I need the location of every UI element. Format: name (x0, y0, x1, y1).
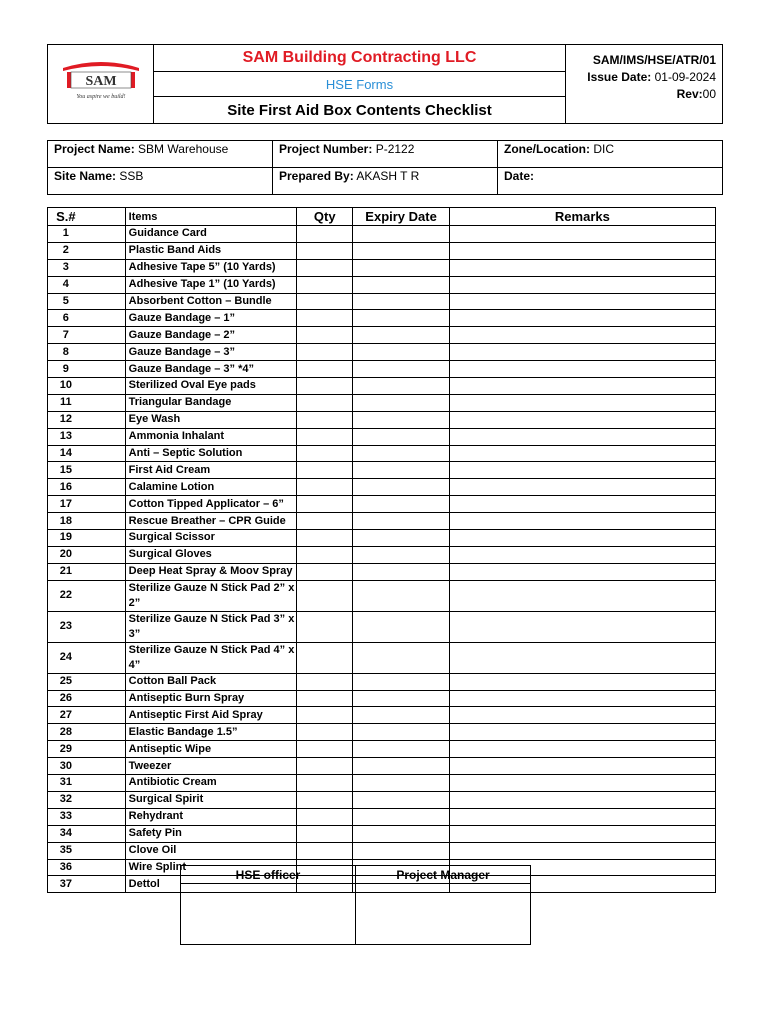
row-expiry-field[interactable] (353, 690, 449, 707)
project-name-label: Project Name: (54, 142, 135, 156)
prepared-by-value: AKASH T R (356, 169, 420, 183)
row-expiry-field[interactable] (353, 724, 449, 741)
row-item: Cotton Tipped Applicator – 6” (84, 496, 297, 513)
row-item: Wire Splint (84, 859, 297, 876)
row-qty-field[interactable] (297, 428, 353, 445)
table-row (48, 580, 716, 611)
row-item: Elastic Bandage 1.5” (84, 724, 297, 741)
table-row (48, 546, 716, 563)
table-row (48, 842, 716, 859)
row-remarks-field[interactable] (449, 344, 715, 361)
table-row (48, 361, 716, 378)
row-qty-field[interactable] (297, 394, 353, 411)
column-header-qty: Qty (297, 208, 353, 226)
row-qty-field[interactable] (297, 724, 353, 741)
table-row (48, 825, 716, 842)
site-name-label: Site Name: (54, 169, 117, 183)
site-name-cell[interactable] (48, 168, 273, 195)
table-row (48, 642, 716, 673)
row-expiry-field[interactable] (353, 462, 449, 479)
row-expiry-field[interactable] (353, 642, 449, 673)
row-item: Sterilize Gauze N Stick Pad 3” x 3” (84, 611, 297, 642)
form-title: Site First Aid Box Contents Checklist (154, 97, 566, 124)
row-expiry-field[interactable] (353, 310, 449, 327)
project-info-table (47, 140, 723, 195)
row-remarks-field[interactable] (449, 741, 715, 758)
row-remarks-field[interactable] (449, 758, 715, 775)
row-sn: 4 (48, 276, 84, 293)
row-sn: 6 (48, 310, 84, 327)
row-qty-field[interactable] (297, 378, 353, 395)
table-row (48, 462, 716, 479)
row-qty-field[interactable] (297, 642, 353, 673)
first-aid-checklist-table (47, 207, 716, 893)
row-remarks-field[interactable] (449, 791, 715, 808)
row-sn: 5 (48, 293, 84, 310)
zone-label: Zone/Location: (504, 142, 590, 156)
table-row (48, 310, 716, 327)
row-qty-field[interactable] (297, 445, 353, 462)
row-remarks-field[interactable] (449, 690, 715, 707)
row-sn: 1 (48, 226, 84, 243)
column-header-expiry: Expiry Date (353, 208, 449, 226)
row-qty-field[interactable] (297, 825, 353, 842)
row-item: Rehydrant (84, 808, 297, 825)
row-sn: 21 (48, 563, 84, 580)
row-remarks-field[interactable] (449, 428, 715, 445)
row-sn: 34 (48, 825, 84, 842)
hse-officer-signature-field[interactable] (181, 884, 356, 945)
table-row (48, 411, 716, 428)
row-qty-field[interactable] (297, 361, 353, 378)
hse-officer-header: HSE officer (181, 866, 356, 884)
row-item: Guidance Card (84, 226, 297, 243)
row-remarks-field[interactable] (449, 226, 715, 243)
table-row (48, 293, 716, 310)
column-header-sn: S.# (48, 208, 84, 226)
row-qty-field[interactable] (297, 741, 353, 758)
row-expiry-field[interactable] (353, 327, 449, 344)
row-expiry-field[interactable] (353, 378, 449, 395)
row-sn: 19 (48, 530, 84, 547)
table-row (48, 611, 716, 642)
row-remarks-field[interactable] (449, 724, 715, 741)
row-sn: 35 (48, 842, 84, 859)
row-qty-field[interactable] (297, 808, 353, 825)
row-sn: 31 (48, 775, 84, 792)
row-sn: 28 (48, 724, 84, 741)
row-sn: 14 (48, 445, 84, 462)
table-row (48, 563, 716, 580)
table-row (48, 276, 716, 293)
table-row (48, 741, 716, 758)
sam-logo-icon (55, 54, 147, 110)
row-item: Tweezer (84, 758, 297, 775)
row-expiry-field[interactable] (353, 611, 449, 642)
row-item: Anti – Septic Solution (84, 445, 297, 462)
table-row (48, 673, 716, 690)
doc-code: SAM/IMS/HSE/ATR/01 (592, 52, 716, 67)
row-expiry-field[interactable] (353, 758, 449, 775)
row-sn: 25 (48, 673, 84, 690)
project-name-value: SBM Warehouse (138, 142, 229, 156)
row-sn: 30 (48, 758, 84, 775)
row-item: Sterilize Gauze N Stick Pad 2” x 2” (84, 580, 297, 611)
table-row (48, 445, 716, 462)
row-item: Surgical Scissor (84, 530, 297, 547)
row-qty-field[interactable] (297, 226, 353, 243)
row-sn: 24 (48, 642, 84, 673)
row-remarks-field[interactable] (449, 842, 715, 859)
row-remarks-field[interactable] (449, 513, 715, 530)
column-header-items: Items (84, 208, 297, 226)
row-qty-field[interactable] (297, 327, 353, 344)
row-expiry-field[interactable] (353, 293, 449, 310)
rev-value: 00 (702, 86, 716, 101)
row-sn: 10 (48, 378, 84, 395)
row-remarks-field[interactable] (449, 242, 715, 259)
row-remarks-field[interactable] (449, 496, 715, 513)
row-expiry-field[interactable] (353, 428, 449, 445)
row-expiry-field[interactable] (353, 741, 449, 758)
row-remarks-field[interactable] (449, 445, 715, 462)
row-expiry-field[interactable] (353, 775, 449, 792)
row-expiry-field[interactable] (353, 361, 449, 378)
table-row (48, 690, 716, 707)
row-sn: 18 (48, 513, 84, 530)
row-expiry-field[interactable] (353, 791, 449, 808)
row-remarks-field[interactable] (449, 378, 715, 395)
row-remarks-field[interactable] (449, 361, 715, 378)
site-name-value: SSB (119, 169, 144, 183)
row-remarks-field[interactable] (449, 642, 715, 673)
table-header-row (48, 208, 716, 226)
row-sn: 11 (48, 394, 84, 411)
table-row (48, 378, 716, 395)
row-remarks-field[interactable] (449, 394, 715, 411)
row-qty-field[interactable] (297, 563, 353, 580)
table-row (48, 226, 716, 243)
row-qty-field[interactable] (297, 310, 353, 327)
row-qty-field[interactable] (297, 775, 353, 792)
row-qty-field[interactable] (297, 546, 353, 563)
table-row (48, 775, 716, 792)
row-sn: 27 (48, 707, 84, 724)
row-sn: 9 (48, 361, 84, 378)
row-qty-field[interactable] (297, 479, 353, 496)
table-row (48, 496, 716, 513)
checklist-body (48, 226, 716, 893)
row-expiry-field[interactable] (353, 242, 449, 259)
row-qty-field[interactable] (297, 513, 353, 530)
row-item: Adhesive Tape 5” (10 Yards) (84, 259, 297, 276)
row-item: Gauze Bandage – 3” *4” (84, 361, 297, 378)
table-row (48, 242, 716, 259)
row-remarks-field[interactable] (449, 310, 715, 327)
row-remarks-field[interactable] (449, 775, 715, 792)
row-item: Surgical Gloves (84, 546, 297, 563)
table-row (48, 808, 716, 825)
row-sn: 12 (48, 411, 84, 428)
row-item: Deep Heat Spray & Moov Spray (84, 563, 297, 580)
project-number-cell[interactable] (273, 141, 498, 168)
row-expiry-field[interactable] (353, 259, 449, 276)
row-sn: 8 (48, 344, 84, 361)
project-manager-header: Project Manager (356, 866, 531, 884)
row-item: Cotton Ball Pack (84, 673, 297, 690)
table-row (48, 791, 716, 808)
row-qty-field[interactable] (297, 842, 353, 859)
row-item: Gauze Bandage – 3” (84, 344, 297, 361)
row-expiry-field[interactable] (353, 530, 449, 547)
row-qty-field[interactable] (297, 293, 353, 310)
row-expiry-field[interactable] (353, 344, 449, 361)
row-sn: 36 (48, 859, 84, 876)
row-sn: 3 (48, 259, 84, 276)
row-remarks-field[interactable] (449, 293, 715, 310)
row-item: Antiseptic Burn Spray (84, 690, 297, 707)
row-item: Antiseptic First Aid Spray (84, 707, 297, 724)
issue-date: 01-09-2024 (654, 69, 716, 84)
doc-meta (566, 45, 723, 124)
prepared-by-label: Prepared By: (279, 169, 354, 183)
row-expiry-field[interactable] (353, 563, 449, 580)
row-qty-field[interactable] (297, 673, 353, 690)
row-item: Rescue Breather – CPR Guide (84, 513, 297, 530)
row-item: Sterilized Oval Eye pads (84, 378, 297, 395)
row-qty-field[interactable] (297, 530, 353, 547)
row-sn: 33 (48, 808, 84, 825)
row-sn: 29 (48, 741, 84, 758)
date-cell[interactable] (498, 168, 723, 195)
row-sn: 15 (48, 462, 84, 479)
row-sn: 32 (48, 791, 84, 808)
table-row (48, 513, 716, 530)
project-number-value: P-2122 (375, 142, 415, 156)
row-expiry-field[interactable] (353, 825, 449, 842)
row-item: Eye Wash (84, 411, 297, 428)
row-item: Surgical Spirit (84, 791, 297, 808)
row-item: Gauze Bandage – 2” (84, 327, 297, 344)
row-remarks-field[interactable] (449, 276, 715, 293)
table-row (48, 344, 716, 361)
project-name-cell[interactable] (48, 141, 273, 168)
row-item: Dettol (84, 876, 297, 893)
row-item: Plastic Band Aids (84, 242, 297, 259)
row-expiry-field[interactable] (353, 411, 449, 428)
issue-date-label: Issue Date: (587, 69, 652, 84)
row-remarks-field[interactable] (449, 825, 715, 842)
row-qty-field[interactable] (297, 411, 353, 428)
rev-label: Rev: (676, 86, 703, 101)
row-qty-field[interactable] (297, 611, 353, 642)
row-remarks-field[interactable] (449, 259, 715, 276)
row-sn: 23 (48, 611, 84, 642)
row-expiry-field[interactable] (353, 479, 449, 496)
company-name: SAM Building Contracting LLC (154, 45, 566, 72)
row-expiry-field[interactable] (353, 394, 449, 411)
row-sn: 13 (48, 428, 84, 445)
row-qty-field[interactable] (297, 259, 353, 276)
logo-tagline: You aspire we build! (75, 93, 126, 100)
row-sn: 7 (48, 327, 84, 344)
row-qty-field[interactable] (297, 707, 353, 724)
row-remarks-field[interactable] (449, 327, 715, 344)
zone-cell[interactable] (498, 141, 723, 168)
row-expiry-field[interactable] (353, 496, 449, 513)
row-item: Ammonia Inhalant (84, 428, 297, 445)
date-label: Date: (504, 169, 535, 183)
project-manager-signature-field[interactable] (356, 884, 531, 945)
row-item: Safety Pin (84, 825, 297, 842)
row-item: Calamine Lotion (84, 479, 297, 496)
row-sn: 22 (48, 580, 84, 611)
table-row (48, 758, 716, 775)
row-remarks-field[interactable] (449, 530, 715, 547)
row-item: Triangular Bandage (84, 394, 297, 411)
row-sn: 26 (48, 690, 84, 707)
signature-table (180, 865, 531, 945)
row-item: Antibiotic Cream (84, 775, 297, 792)
row-qty-field[interactable] (297, 496, 353, 513)
table-row (48, 394, 716, 411)
row-expiry-field[interactable] (353, 842, 449, 859)
row-remarks-field[interactable] (449, 673, 715, 690)
logo-text: SAM (84, 73, 117, 89)
row-qty-field[interactable] (297, 791, 353, 808)
row-expiry-field[interactable] (353, 580, 449, 611)
table-row (48, 707, 716, 724)
row-sn: 20 (48, 546, 84, 563)
row-expiry-field[interactable] (353, 445, 449, 462)
row-item: First Aid Cream (84, 462, 297, 479)
row-item: Adhesive Tape 1” (10 Yards) (84, 276, 297, 293)
row-sn: 2 (48, 242, 84, 259)
table-row (48, 428, 716, 445)
row-remarks-field[interactable] (449, 411, 715, 428)
row-item: Gauze Bandage – 1” (84, 310, 297, 327)
row-qty-field[interactable] (297, 690, 353, 707)
row-item: Sterilize Gauze N Stick Pad 4” x 4” (84, 642, 297, 673)
row-remarks-field[interactable] (449, 611, 715, 642)
row-expiry-field[interactable] (353, 707, 449, 724)
row-qty-field[interactable] (297, 242, 353, 259)
row-remarks-field[interactable] (449, 462, 715, 479)
form-header (47, 44, 723, 124)
table-row (48, 259, 716, 276)
row-qty-field[interactable] (297, 462, 353, 479)
row-remarks-field[interactable] (449, 479, 715, 496)
table-row (48, 479, 716, 496)
project-number-label: Project Number: (279, 142, 373, 156)
row-remarks-field[interactable] (449, 580, 715, 611)
row-expiry-field[interactable] (353, 276, 449, 293)
row-expiry-field[interactable] (353, 513, 449, 530)
table-row (48, 530, 716, 547)
row-sn: 37 (48, 876, 84, 893)
row-item: Absorbent Cotton – Bundle (84, 293, 297, 310)
form-category: HSE Forms (154, 72, 566, 97)
table-row (48, 327, 716, 344)
row-qty-field[interactable] (297, 344, 353, 361)
row-qty-field[interactable] (297, 758, 353, 775)
row-sn: 17 (48, 496, 84, 513)
row-remarks-field[interactable] (449, 546, 715, 563)
row-item: Antiseptic Wipe (84, 741, 297, 758)
zone-value: DIC (593, 142, 615, 156)
column-header-remarks: Remarks (449, 208, 715, 226)
row-expiry-field[interactable] (353, 673, 449, 690)
row-expiry-field[interactable] (353, 808, 449, 825)
company-logo (48, 45, 154, 124)
row-expiry-field[interactable] (353, 226, 449, 243)
prepared-by-cell[interactable] (273, 168, 498, 195)
row-remarks-field[interactable] (449, 808, 715, 825)
table-row (48, 724, 716, 741)
row-remarks-field[interactable] (449, 707, 715, 724)
row-expiry-field[interactable] (353, 546, 449, 563)
row-item: Clove Oil (84, 842, 297, 859)
row-qty-field[interactable] (297, 580, 353, 611)
row-qty-field[interactable] (297, 276, 353, 293)
row-remarks-field[interactable] (449, 563, 715, 580)
row-sn: 16 (48, 479, 84, 496)
